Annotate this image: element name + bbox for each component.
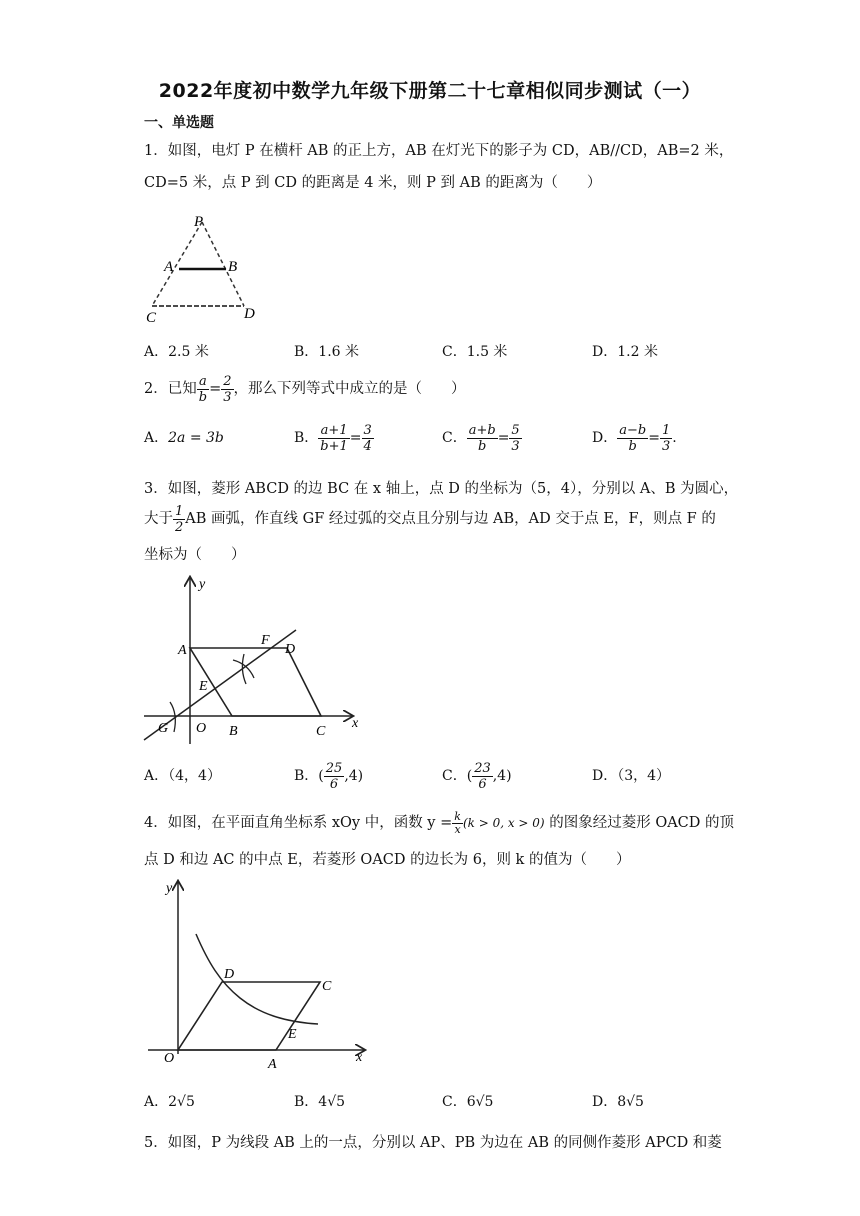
q2-choice-c-rfrac — [509, 423, 521, 454]
q2-choice-b — [294, 420, 374, 456]
q3-choice-c-num: 23 — [474, 760, 491, 776]
q4-choice-d: D．8√5 — [592, 1094, 644, 1110]
q4-label-o: O — [164, 1051, 175, 1066]
q3-choice-d — [592, 758, 670, 794]
q4-label-x: x — [356, 1050, 363, 1065]
q3-choice-c-close: ,4) — [492, 768, 512, 784]
q3-choice-c-den: 6 — [478, 776, 487, 792]
q2-choice-a-expr: 2a = 3b — [168, 430, 224, 446]
q2-choice-d-den: b — [628, 438, 637, 454]
q2-choice-d-rnum: 1 — [661, 422, 671, 438]
q3-label-d: D — [285, 642, 296, 657]
q3-label-o: O — [196, 721, 207, 736]
q4-choices — [144, 1090, 704, 1114]
q3-choices — [144, 758, 704, 794]
q3-choice-c-letter: C． — [442, 768, 467, 784]
q3-label-x: x — [352, 716, 359, 731]
q2-rhs-den: 3 — [223, 389, 232, 405]
q2-prefix: 2．已知 — [144, 381, 197, 397]
q2-choice-b-rfrac — [362, 423, 374, 454]
q3-label-c: C — [316, 724, 326, 739]
q3-half-num: 1 — [175, 503, 184, 519]
q2-choices — [144, 420, 704, 456]
q4-choice-a: A．2√5 — [144, 1094, 195, 1110]
q2-choice-b-den: b+1 — [320, 438, 348, 454]
q1-choice-a: A．2.5 米 — [144, 344, 209, 360]
q3-choice-b-letter: B． — [294, 768, 319, 784]
q2-choice-d-eq: = — [648, 430, 660, 446]
q4-x-den: x — [454, 822, 461, 836]
q3-arc-upper-2 — [242, 654, 246, 684]
q4-label-a: A — [268, 1057, 277, 1070]
q3-choice-a-letter: A． — [144, 768, 169, 784]
q3-choice-c-frac — [472, 761, 493, 792]
q3-choice-d-letter: D． — [592, 768, 618, 784]
q3-choice-a — [144, 758, 221, 794]
q2-choice-d-rden: 3 — [661, 438, 671, 454]
q3-line2-post: AB 画弧，作直线 GF 经过弧的交点且分别与边 AB，AD 交于点 E，F，则点 F 的 — [185, 511, 716, 527]
q3-rhombus-abcd — [190, 648, 321, 716]
q4-label-d: D — [224, 967, 235, 982]
q3-choice-c-open: ( — [466, 768, 473, 784]
q3-choice-b-open: ( — [318, 768, 324, 784]
q2-choice-c-den: b — [478, 438, 487, 454]
q3-arc-lower — [170, 702, 175, 732]
q1-choice-b: B．1.6 米 — [294, 344, 360, 360]
q4-label-e: E — [288, 1027, 297, 1042]
q3-figure — [140, 572, 365, 744]
q4-text-line2: 点 D 和边 AC 的中点 E，若菱形 OACD 的边长为 6，则 k 的值为（ ） — [144, 852, 631, 868]
q2-choice-a-letter: A． — [144, 430, 169, 446]
q2-choice-b-rnum: 3 — [363, 422, 372, 438]
q1-choice-c: C．1.5 米 — [442, 344, 508, 360]
q4-label-y: y — [166, 881, 173, 896]
q3-choice-b-den: 6 — [329, 776, 339, 792]
q3-choice-d-text: （3，4） — [617, 768, 671, 784]
q2-choice-c-rden: 3 — [511, 438, 520, 454]
q3-choice-c — [442, 758, 512, 794]
q4-k-num: k — [454, 809, 461, 823]
q2-choice-b-letter: B． — [294, 430, 319, 446]
q2-choice-b-frac — [318, 423, 350, 454]
q3-choice-b-frac — [324, 761, 345, 792]
q3-label-a: A — [178, 643, 187, 658]
q2-choice-d — [592, 420, 677, 456]
q1-figure — [140, 210, 270, 328]
q2-choice-c-letter: C． — [442, 430, 467, 446]
q2-choice-d-letter: D． — [592, 430, 618, 446]
q1-text-line1: 1．如图，电灯 P 在横杆 AB 的正上方，AB 在灯光下的影子为 CD，AB//CD，AB=2 米， — [144, 143, 734, 159]
q2-choice-c-frac — [467, 423, 498, 454]
q5-text-line1: 5．如图，P 为线段 AB 上的一点，分别以 AP、PB 为边在 AB 的同侧作菱形 APCD 和菱 — [144, 1135, 722, 1151]
q1-label-b: B — [228, 259, 238, 275]
q2-choice-d-tail: . — [672, 430, 677, 446]
q2-choice-b-eq: = — [349, 430, 362, 446]
q4-hyperbola — [196, 934, 318, 1024]
q4-line1-post: 的图象经过菱形 OACD 的顶 — [544, 815, 735, 831]
q3-text-line3: 坐标为（ ） — [144, 547, 246, 563]
q2-choice-b-num: a+1 — [318, 423, 350, 439]
q1-choice-d: D．1.2 米 — [592, 344, 658, 360]
q2-text — [144, 372, 466, 406]
q2-choice-c-rnum: 5 — [511, 422, 520, 438]
q3-choice-b — [294, 758, 363, 794]
q3-label-b: B — [229, 724, 238, 739]
q2-choice-a — [144, 420, 224, 456]
q2-choice-c-num: a+b — [468, 422, 496, 438]
q3-label-f: F — [261, 633, 270, 648]
q2-choice-c — [442, 420, 522, 456]
q4-choice-b: B．4√5 — [294, 1094, 346, 1110]
q4-rhombus-oacd — [178, 982, 320, 1050]
q3-half-den: 2 — [175, 519, 184, 535]
page-title: 2022年度初中数学九年级下册第二十七章相似同步测试（一） — [158, 80, 702, 102]
q4-figure — [140, 872, 375, 1070]
q1-label-a: A — [164, 259, 174, 275]
q1-label-p: P — [194, 214, 204, 230]
q2-choice-d-frac — [617, 423, 648, 454]
q2-choice-d-num: a−b — [619, 422, 647, 438]
q4-choice-c: C．6√5 — [442, 1094, 494, 1110]
section-heading: 一、单选题 — [144, 115, 214, 131]
q3-label-g: G — [158, 721, 169, 736]
q4-text-line1 — [144, 806, 734, 840]
q3-choice-a-text: （4，4） — [168, 768, 221, 784]
q3-line2-pre: 大于 — [144, 511, 173, 527]
q2-eq: = — [209, 381, 222, 397]
q1-choices — [144, 340, 704, 364]
q2-frac-num: a — [197, 374, 209, 390]
q2-choice-c-eq: = — [497, 430, 510, 446]
q3-choice-b-close: ,4) — [344, 768, 364, 784]
q3-label-e: E — [199, 679, 208, 694]
q4-label-c: C — [322, 979, 332, 994]
q2-choice-d-rfrac — [660, 423, 672, 454]
q4-k-over-x — [452, 811, 463, 836]
q2-suffix: ，那么下列等式中成立的是（ ） — [233, 381, 466, 397]
q3-choice-b-num: 25 — [325, 760, 343, 776]
q3-half-fraction — [173, 504, 185, 535]
q1-label-c: C — [146, 310, 157, 326]
q1-text-line2: CD=5 米，点 P 到 CD 的距离是 4 米，则 P 到 AB 的距离为（ ） — [144, 175, 602, 191]
q1-label-d: D — [244, 306, 255, 322]
q2-choice-b-rden: 4 — [363, 438, 372, 454]
q4-line1-pre: 4．如图，在平面直角坐标系 xOy 中，函数 y = — [144, 815, 453, 831]
q3-text-line2 — [144, 502, 716, 536]
q1-line-pd — [202, 222, 244, 306]
q2-fraction-rhs — [221, 374, 233, 405]
q2-fraction-ab — [197, 374, 209, 405]
q4-condition: (k > 0, x > 0) — [462, 816, 545, 830]
q3-text-line1: 3．如图，菱形 ABCD 的边 BC 在 x 轴上，点 D 的坐标为（5，4），分别以 A、B 为圆心， — [144, 481, 739, 497]
q3-label-y: y — [199, 577, 206, 592]
q1-line-pc — [152, 222, 202, 306]
q2-rhs-num: 2 — [223, 373, 232, 389]
q2-frac-den: b — [198, 389, 208, 405]
